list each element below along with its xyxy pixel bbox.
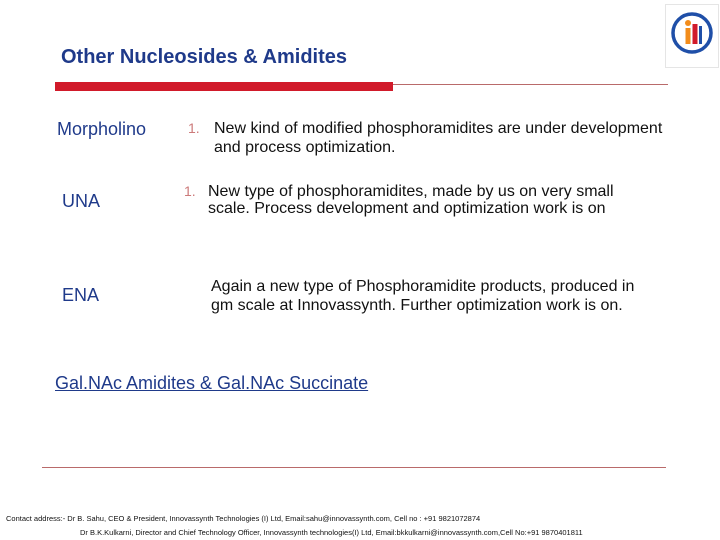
row-text-morpholino: New kind of modified phosphoramidites are under development and process optimization. — [214, 120, 663, 156]
innovassynth-logo-icon — [665, 4, 719, 68]
title-underline-red — [55, 82, 393, 91]
row-marker-morpholino: 1. — [188, 120, 200, 136]
row-label-una: UNA — [62, 191, 101, 211]
footer-line-2: Dr B.K.Kulkarni, Director and Chief Technology Officer, Innovassynth technologies(I) Ltd, Email:bkkulkarni@innovassynth.com,Cell No:+91 9870401811 — [80, 528, 583, 537]
row-label-morpholino: Morpholino — [57, 119, 147, 139]
logo-graphic — [666, 5, 718, 67]
row-label-ena: ENA — [62, 285, 100, 305]
title-underline-thin — [393, 84, 668, 85]
footer-line-1: Contact address:- Dr B. Sahu, CEO & President, Innovassynth Technologies (I) Ltd, Email:sahu@innovassynth.com, Cell no : +91 9821072874 — [6, 514, 481, 523]
row-text-ena: Again a new type of Phosphoramidite products, produced in gm scale at Innovassynth. Further optimization work is on. — [211, 278, 635, 314]
footer-divider — [42, 467, 666, 468]
galnac-heading: Gal.NAc Amidites & Gal.NAc Succinate — [55, 373, 369, 393]
slide-title: Other Nucleosides & Amidites — [61, 46, 347, 68]
row-text-una: New type of phosphoramidites, made by us on very small scale. Process development and optimization work is on — [208, 183, 614, 217]
row-marker-una: 1. — [184, 183, 196, 199]
